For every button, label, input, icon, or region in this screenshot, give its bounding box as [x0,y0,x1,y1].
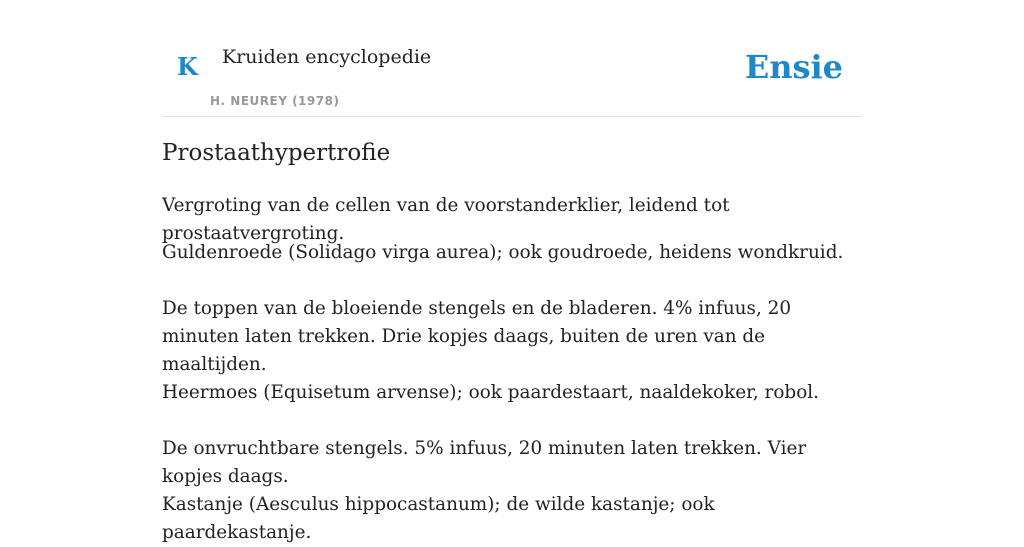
source-logo[interactable]: K [177,52,198,81]
entry-paragraph: De toppen van de bloeiende stengels en de bladeren. 4% infuus, 20 minuten laten trekken. Drie kopjes daags, buiten de uren van de maaltijden. [162,298,792,375]
page [162,0,862,543]
entry-paragraph: Kastanje (Aesculus hippocastanum); de wilde kastanje; ook paardekastanje. [162,494,715,543]
source-author: H. NEUREY (1978) [210,94,340,108]
entry-paragraph: Heermoes (Equisetum arvense); ook paardestaart, naaldekoker, robol. [162,382,819,403]
entry-paragraph: De onvruchtbare stengels. 5% infuus, 20 minuten laten trekken. Vier kopjes daags. [162,438,807,487]
brand-logo-link[interactable]: Ensie [744,48,843,86]
source-header [162,0,862,117]
entry-title: Prostaathypertrofie [162,140,391,166]
entry-paragraph: Vergroting van de cellen van de voorstanderklier, leidend tot prostaatvergroting. [162,195,730,244]
source-title-link[interactable]: Kruiden encyclopedie [222,46,432,68]
entry-paragraph: Guldenroede (Solidago virga aurea); ook goudroede, heidens wondkruid. [162,242,844,263]
